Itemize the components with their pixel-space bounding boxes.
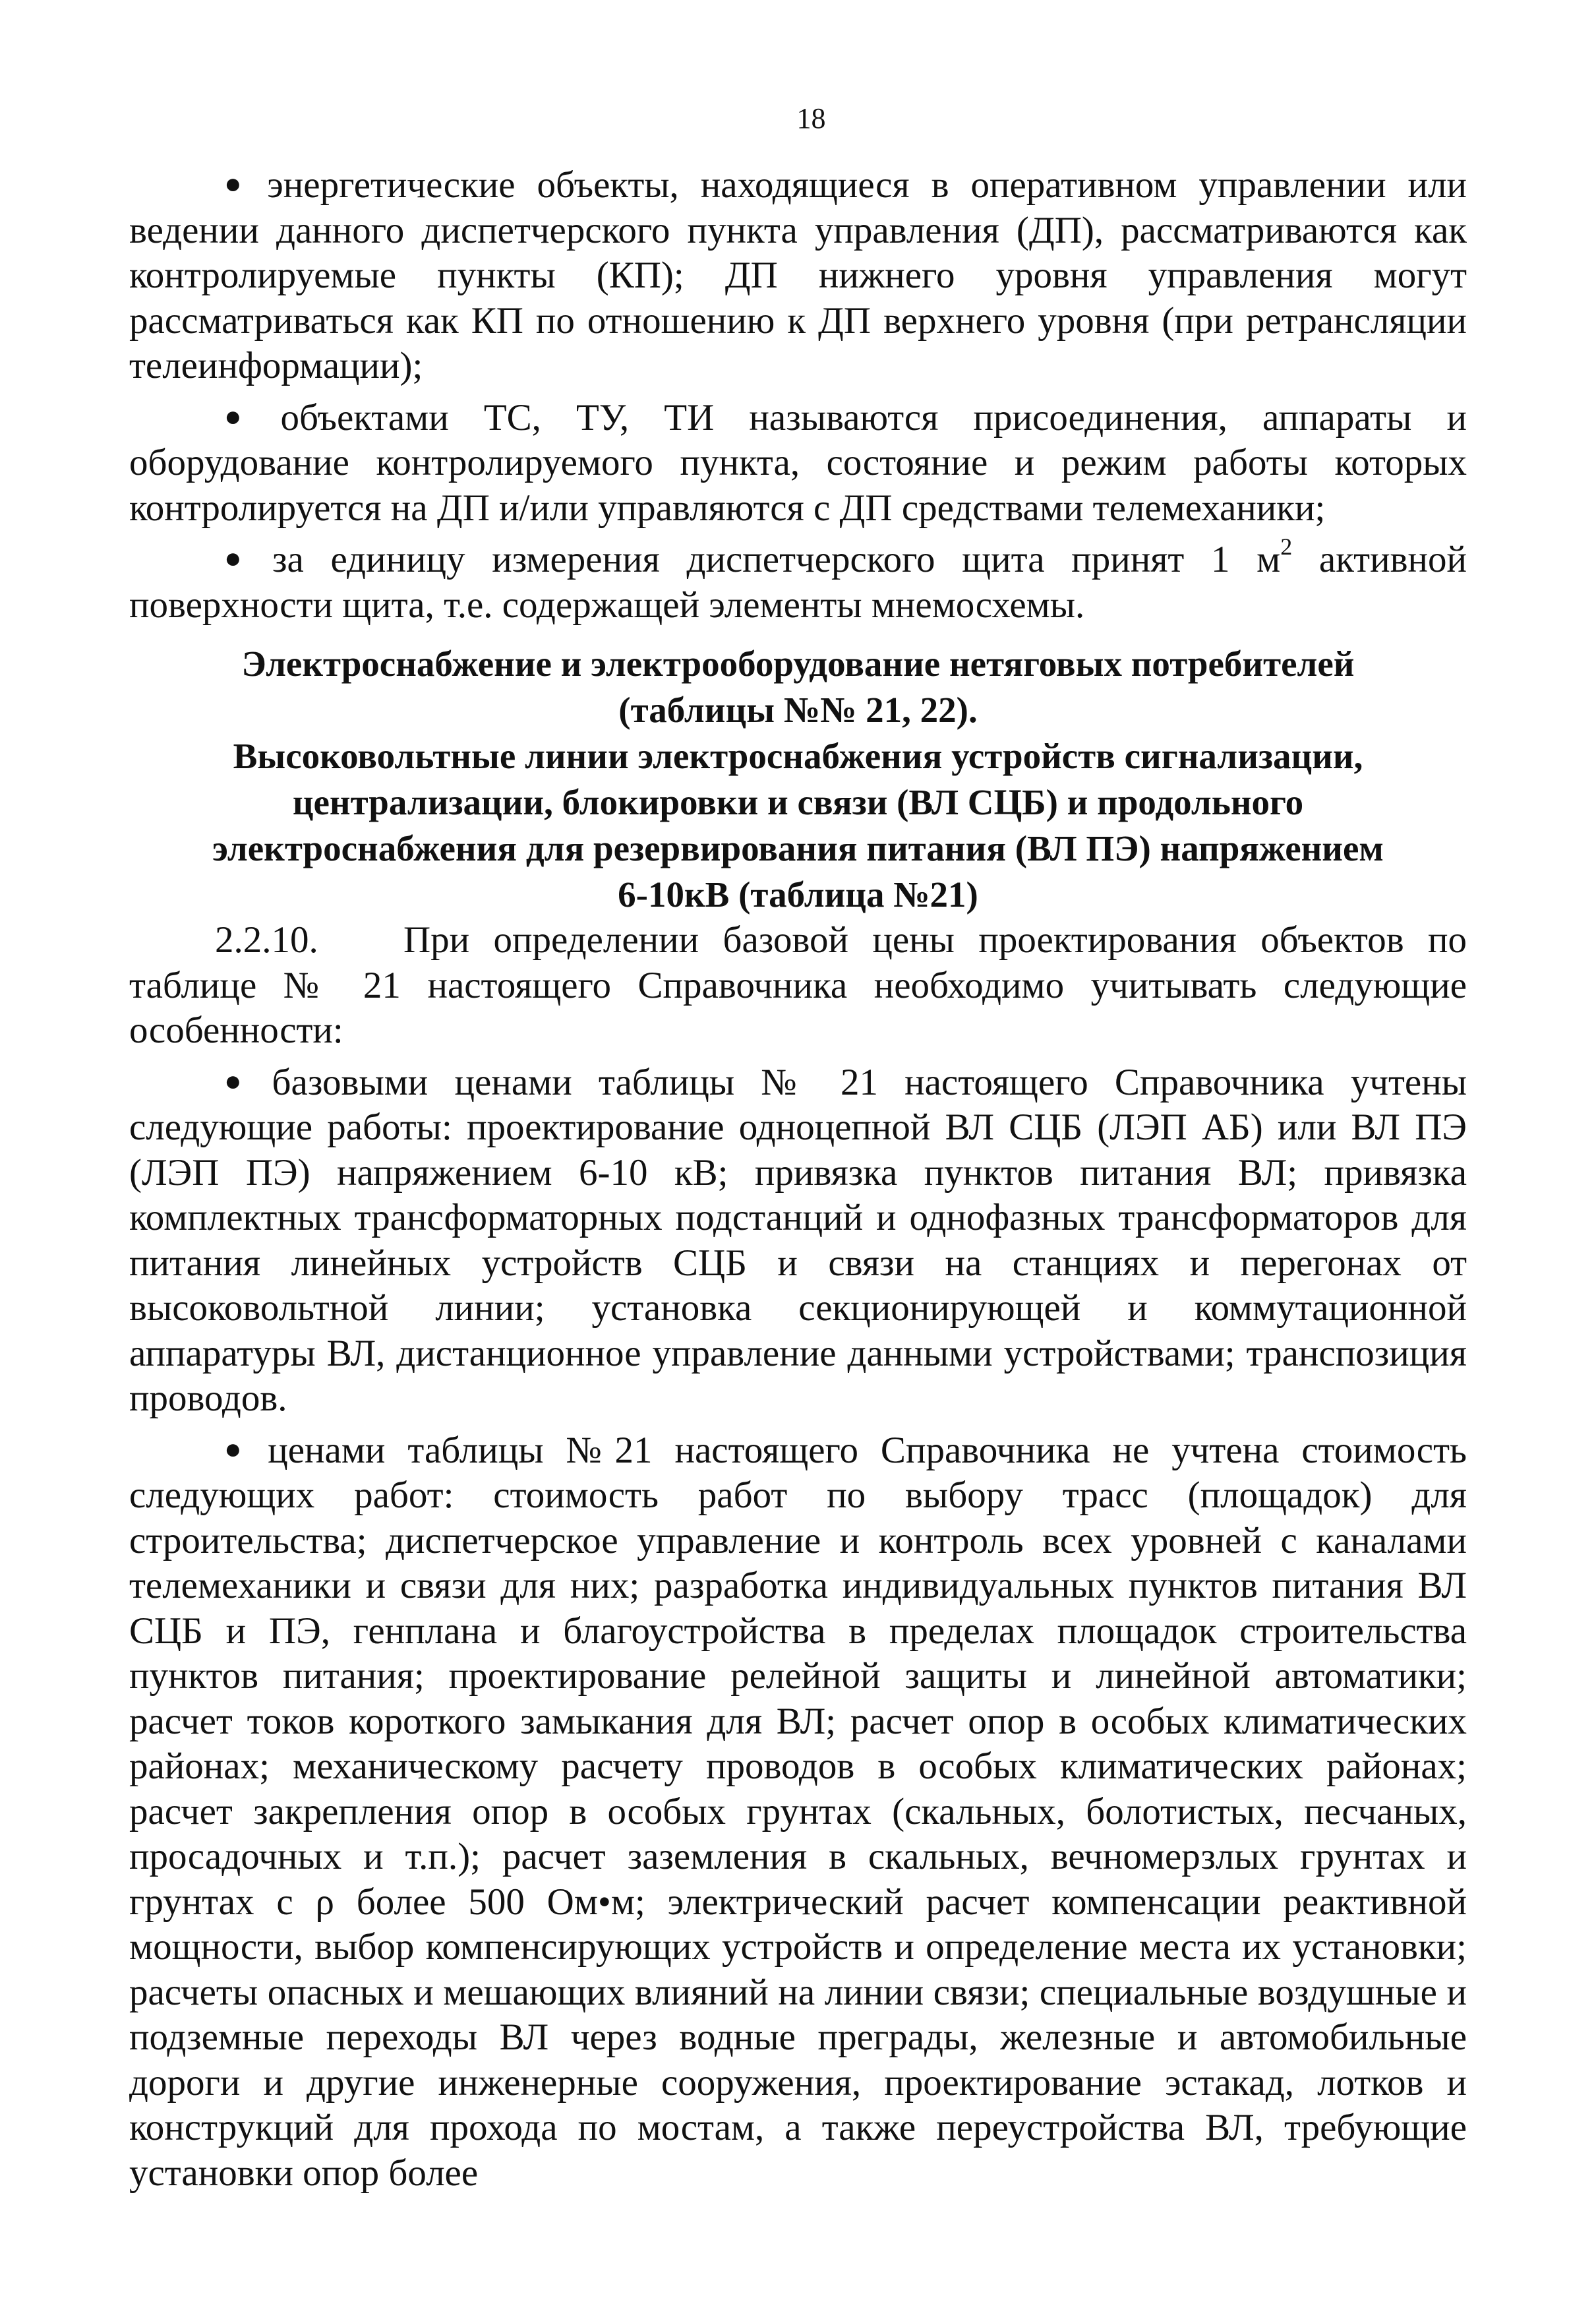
bullet-item xyxy=(129,1427,1467,2196)
bullet-icon: ● xyxy=(224,400,268,433)
bullet-text: ценами таблицы №21 настоящего Справочника не учтена стоимость следующих работ: стоимость работ по выбору трасс (площадок) для строительства; диспетчерское управление и контроль всех уровней с каналами телемеханики и связи для них; разработка индивидуальных пунктов питания ВЛ СЦБ и ПЭ, генплана и благоустройства в пределах площадок строительства пунктов питания; проектирование релейной защиты и линейной автоматики; расчет токов короткого замыкания для ВЛ; расчет опор в особых климатических районах; механическому расчету проводов в особых климатических районах; расчет закрепления опор в особых грунтах (скальных, болотистых, песчаных, просадочных и т.п.); расчет заземления в скальных, вечномерзлых грунтах и грунтах с ρ более 500 Ом•м; электрический расчет компенсации реактивной мощности, выбор компенсирующих устройств и определение места их установки; расчеты опасных и мешающих влияний на линии связи; специальные воздушные и подземные переходы ВЛ через водные преграды, железные и автомобильные дороги и другие инженерные сооружения, проектирование эстакад, лотков и конструкций для прохода по мостам, а также переустройства ВЛ, требующие установки опор более xyxy=(129,1429,1467,2194)
superscript: 2 xyxy=(1280,533,1293,560)
section-text: При определении базовой цены проектирования объектов по таблице № 21 настоящего Справочника необходимо учитывать следующие особенности: xyxy=(129,919,1467,1051)
bullet-item xyxy=(129,1059,1467,1422)
bullet-text: объектами ТС, ТУ, ТИ называются присоединения, аппараты и оборудование контролируемого пункта, состояние и режим работы которых контролируется на ДП и/или управляются с ДП средствами телемеханики; xyxy=(129,396,1467,529)
heading-line: 6-10кВ (таблица №21) xyxy=(618,874,978,915)
section-number: 2.2.10. xyxy=(215,919,318,961)
bullet-icon: ● xyxy=(224,1064,259,1097)
bullet-item xyxy=(129,533,1467,628)
bullet-item xyxy=(129,162,1467,389)
heading-line: (таблицы №№ 21, 22). xyxy=(618,690,978,730)
heading-line: электроснабжения для резервирования питания (ВЛ ПЭ) напряжением xyxy=(212,828,1384,868)
section-paragraph xyxy=(129,918,1467,1054)
bullet-item xyxy=(129,394,1467,531)
bullet-text-cont: активной поверхности щита, т.е. содержащей элементы мнемосхемы. xyxy=(129,539,1467,626)
bullet-text: базовыми ценами таблицы № 21 настоящего Справочника учтены следующие работы: проектирование одноцепной ВЛ СЦБ (ЛЭП АБ) или ВЛ ПЭ (ЛЭП ПЭ) напряжением 6-10 кВ; привязка пунктов питания ВЛ; привязка комплектных трансформаторных подстанций и однофазных трансформаторов для питания линейных устройств СЦБ и связи на станциях и перегонах от высоковольтной линии; установка секционирующей и коммутационной аппаратуры ВЛ, дистанционное управление данными устройствами; транспозиция проводов. xyxy=(129,1061,1467,1419)
bullet-text: энергетические объекты, находящиеся в оперативном управлении или ведении данного диспетчерского пункта управления (ДП), рассматриваются как контролируемые пункты (КП); ДП нижнего уровня управления могут рассматриваться как КП по отношению к ДП верхнего уровня (при ретрансляции телеинформации); xyxy=(129,164,1467,386)
heading-line: Высоковольтные линии электроснабжения устройств сигнализации, xyxy=(233,736,1363,776)
bullet-icon: ● xyxy=(224,1432,255,1465)
page-number: 18 xyxy=(796,102,826,135)
section-heading xyxy=(129,641,1467,918)
bullet-icon: ● xyxy=(224,167,254,200)
heading-line: Электроснабжение и электрооборудование нетяговых потребителей xyxy=(241,644,1355,684)
document-body xyxy=(129,162,1467,2196)
heading-line: централизации, блокировки и связи (ВЛ СЦБ) и продольного xyxy=(292,782,1304,822)
bullet-text: за единицу измерения диспетчерского щита принят 1 м xyxy=(272,539,1281,580)
bullet-icon: ● xyxy=(224,542,259,574)
